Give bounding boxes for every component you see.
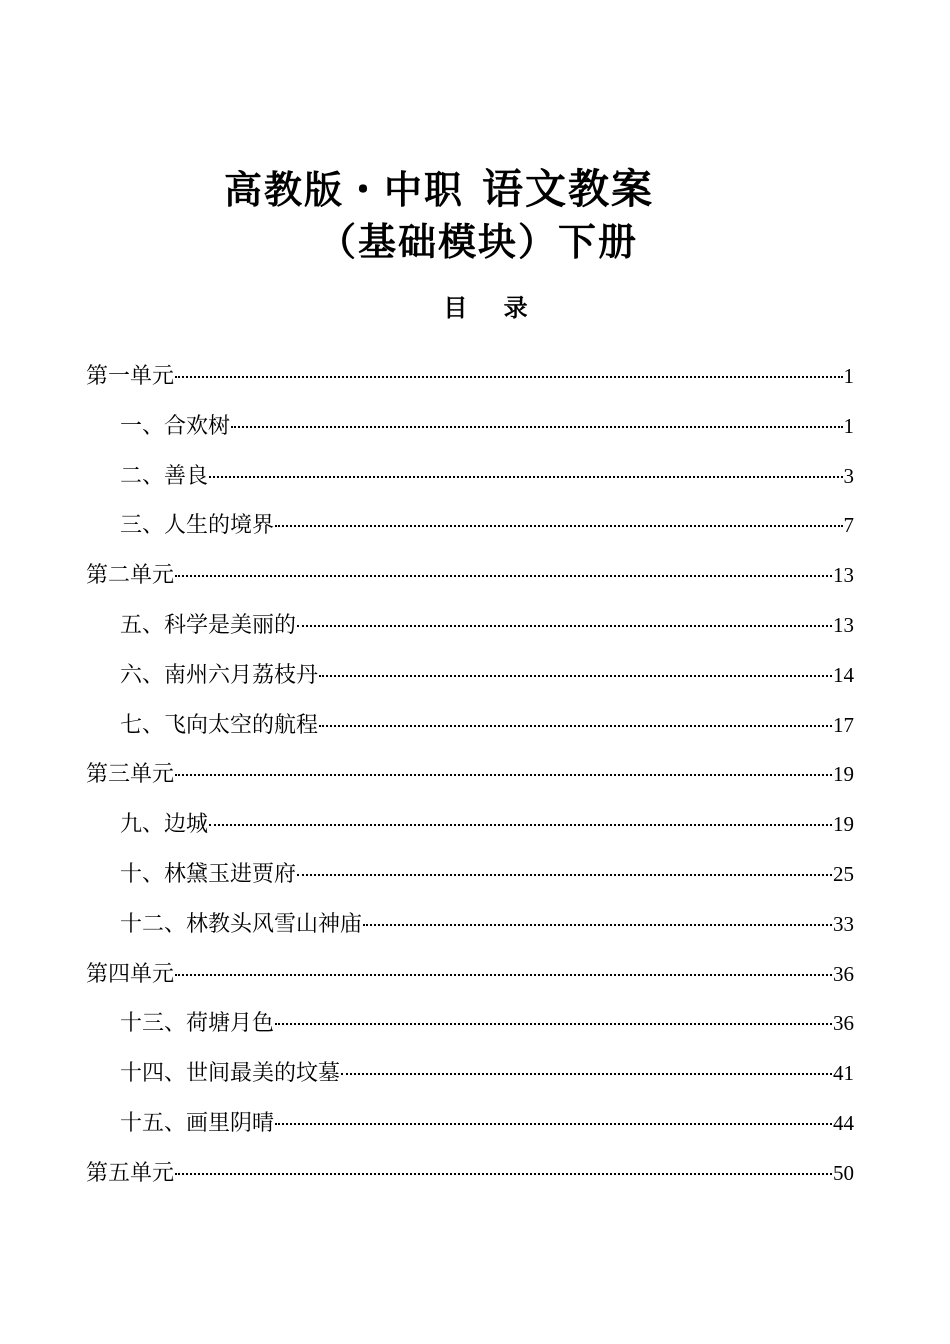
toc-entry-page-number: 36 bbox=[833, 961, 854, 986]
toc-entry-page-number: 36 bbox=[833, 1011, 854, 1036]
toc-dot-leader bbox=[209, 476, 842, 478]
toc-entry-page-number: 41 bbox=[833, 1061, 854, 1086]
toc-entry-label: 第五单元 bbox=[86, 1160, 175, 1186]
toc-entry-page-number: 33 bbox=[833, 911, 854, 936]
toc-dot-leader bbox=[175, 575, 832, 577]
toc-entry-label: 十四、世间最美的坟墓 bbox=[120, 1061, 341, 1087]
toc-unit-entry[interactable] bbox=[86, 954, 854, 1004]
toc-entry-label: 十、林黛玉进贾府 bbox=[120, 861, 297, 887]
toc-unit-entry[interactable] bbox=[86, 1153, 854, 1203]
toc-dot-leader bbox=[275, 1023, 832, 1025]
toc-entry-label: 九、边城 bbox=[120, 812, 209, 838]
toc-entry-label: 五、科学是美丽的 bbox=[120, 612, 297, 638]
toc-entry-label: 第四单元 bbox=[86, 961, 175, 987]
title-part-subject: 语文教案 bbox=[482, 165, 655, 213]
toc-entry-page-number: 44 bbox=[833, 1110, 854, 1135]
toc-lesson-entry[interactable] bbox=[86, 904, 854, 954]
toc-entry-page-number: 19 bbox=[833, 762, 854, 787]
toc-lesson-entry[interactable] bbox=[86, 456, 854, 506]
toc-entry-page-number: 13 bbox=[833, 612, 854, 637]
toc-entry-page-number: 19 bbox=[833, 812, 854, 837]
toc-entry-label: 十二、林教头风雪山神庙 bbox=[120, 911, 363, 937]
toc-entry-page-number: 25 bbox=[833, 861, 854, 886]
toc-lesson-entry[interactable] bbox=[86, 1103, 854, 1153]
toc-dot-leader bbox=[363, 924, 832, 926]
toc-entry-page-number: 1 bbox=[843, 413, 854, 438]
toc-entry-page-number: 17 bbox=[833, 712, 854, 737]
toc-entry-label: 二、善良 bbox=[120, 463, 209, 489]
toc-dot-leader bbox=[231, 426, 842, 428]
toc-entry-label: 一、合欢树 bbox=[120, 413, 231, 439]
toc-entry-page-number: 13 bbox=[833, 563, 854, 588]
toc-lesson-entry[interactable] bbox=[86, 1003, 854, 1053]
toc-entry-page-number: 3 bbox=[843, 463, 854, 488]
document-subtitle: （基础模块）下册 bbox=[318, 220, 639, 264]
toc-lesson-entry[interactable] bbox=[86, 1053, 854, 1103]
toc-lesson-entry[interactable] bbox=[86, 655, 854, 705]
toc-lesson-entry[interactable] bbox=[86, 804, 854, 854]
toc-dot-leader bbox=[209, 824, 832, 826]
toc-heading: 目 录 bbox=[443, 294, 542, 322]
toc-lesson-entry[interactable] bbox=[86, 605, 854, 655]
toc-dot-leader bbox=[175, 974, 832, 976]
toc-entry-label: 第三单元 bbox=[86, 762, 175, 788]
toc-dot-leader bbox=[275, 1123, 832, 1125]
toc-dot-leader bbox=[275, 525, 842, 527]
toc-dot-leader bbox=[175, 376, 842, 378]
toc-lesson-entry[interactable] bbox=[86, 505, 854, 555]
toc-entry-label: 六、南州六月荔枝丹 bbox=[120, 662, 319, 688]
toc-dot-leader bbox=[175, 774, 832, 776]
toc-entry-label: 十五、画里阴晴 bbox=[120, 1110, 275, 1136]
toc-entry-label: 七、飞向太空的航程 bbox=[120, 712, 319, 738]
toc-dot-leader bbox=[297, 874, 832, 876]
toc-entry-page-number: 7 bbox=[843, 513, 854, 538]
toc-entry-label: 第二单元 bbox=[86, 563, 175, 589]
title-part-publisher: 高教版・中职 bbox=[224, 168, 465, 212]
toc-lesson-entry[interactable] bbox=[86, 705, 854, 755]
toc-entry-page-number: 50 bbox=[833, 1160, 854, 1185]
toc-dot-leader bbox=[319, 725, 832, 727]
toc-entry-label: 十三、荷塘月色 bbox=[120, 1011, 275, 1037]
table-of-contents bbox=[86, 356, 854, 1203]
toc-entry-page-number: 1 bbox=[843, 364, 854, 388]
toc-dot-leader bbox=[175, 1173, 832, 1175]
toc-entry-label: 三、人生的境界 bbox=[120, 513, 275, 539]
toc-entry-label: 第一单元 bbox=[86, 364, 175, 389]
toc-unit-entry[interactable] bbox=[86, 754, 854, 804]
toc-lesson-entry[interactable] bbox=[86, 854, 854, 904]
document-title bbox=[224, 163, 654, 216]
toc-dot-leader bbox=[297, 625, 832, 627]
toc-dot-leader bbox=[341, 1073, 832, 1075]
toc-dot-leader bbox=[319, 675, 832, 677]
toc-unit-entry[interactable] bbox=[86, 356, 854, 406]
toc-entry-page-number: 14 bbox=[833, 662, 854, 687]
toc-unit-entry[interactable] bbox=[86, 555, 854, 605]
toc-lesson-entry[interactable] bbox=[86, 406, 854, 456]
